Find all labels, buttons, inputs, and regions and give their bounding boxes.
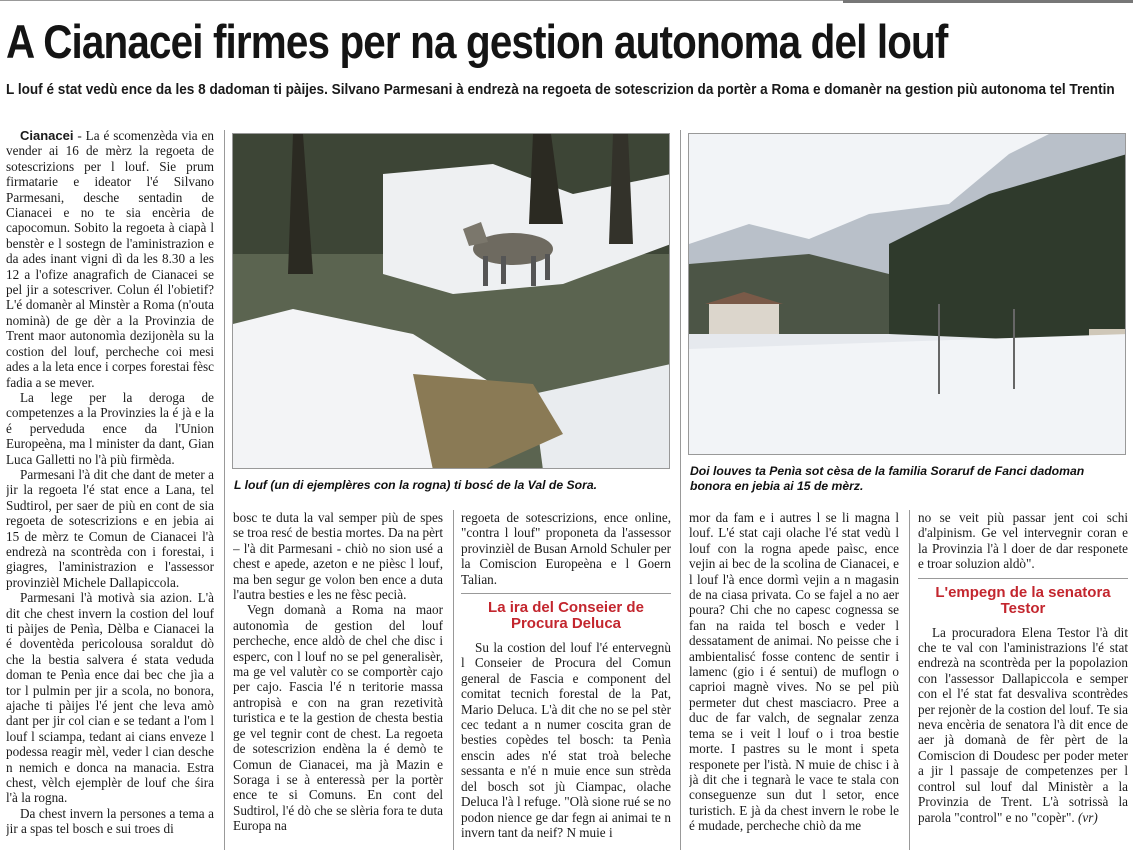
paragraph: no se veit più passar jent coi schi d'alpinism. Ge vel intervegnir coran e la Provinzia l'à l doer de dar responete e troar soluzion aldò".: [918, 510, 1128, 572]
paragraph: mor da fam e i autres l se li magna l louf. L'é stat caji olache l'é stat vedù l louf con la rogna apede paìsc, ence vejin ai bec de la scolina de Cianacei, e l louf l'à ence dormì vejin a n magasin de na ciasa privata. Co se fajel a no aer poura? Chi che no capesc cognessa se fan na raida tel bosch e veder l dessatament de animai. No peisse che i ambientalisć fosse contenc de sentir i lamenc (gio i é sentui) de muflogn o caprioi magnè vives. No se pel più permeter dut chest masciacro. Pree a duc de far valch, de segnalar zenza tema se i veit l louf o i troa bestie morte. I pastres su le mont i speta responete per l'istà. N muie de chisc i à jà dit che i tegnarà le vace te stala con conseguenze sun dut l setor, ence turistich. E jà da chest invern le robe le é mudade, percheche chiò da me: [689, 510, 899, 834]
subhead: L louf é stat vedù ence da les 8 dadoman ti pàijes. Silvano Parmesani à endrezà na regoeta de sotescrizion da portèr a Roma e domanèr na gestion più autonoma tel Trentin: [6, 81, 1115, 98]
paragraph: Parmesani l'à dit che dant de meter a jir la regoeta l'é stat ence a Lana, tel Sudtirol, per saer de più en cont de sia regoeta de sotescrizions e en jebia ai 15 de mèrz te Comun de Cianacei l'à endrezà na scontrèda con i forestai, i giagres, l'aministrazion e l'assessor provinzièl Michele Dallapiccola.: [6, 466, 214, 590]
paragraph: La procuradora Elena Testor l'à dit che te val con l'aministrazions l'é stat endrezà na scontrèda per la popolazion con l'assessor Dallapiccola e semper con el l'é stat fat desvaliva scontrèdes per rejonèr de la costion del louf. Te sia neva encèria de senatora l'à dit ence de aer jà domanà de fèr pèrt de la Comiscion di Doudesc per poder meter a jir l passaje de competenzes per l control sul louf dal Ministèr a la Provinzia de Trent. L'à sotrissà la parola "control" e no "copèr".: [918, 624, 1128, 825]
wolf-photo: [232, 133, 670, 469]
column-5: [918, 510, 1128, 850]
box-title-deluca: La ira del Conseier de Procura Deluca: [461, 593, 671, 632]
paragraph: Vegn domanà a Roma na maor autonomìa de gestion del louf percheche, ence aldò de chel che disc i esperc, con l louf no se pel generalisèr, ma ge vel valutèr co se comportèr cajo per cajo. Fascia l'é n teritorie massa antropisà e con na gran rezetività turistica e te la gestion de chesta bestia ge vel tegnir cont de chest. La regoeta de sotescrizion endèna la é demò te Comun de Cianacei, ma jà Mazin e Soraga i se à enteressà per la portèr ence te si Comuns. En cont del Sudtirol, l'é dò che se slèria fora te duta Europa na: [233, 602, 443, 834]
column-rule: [680, 130, 681, 850]
column-1: [6, 128, 214, 850]
column-2: [233, 510, 443, 850]
column-rule: [224, 130, 225, 850]
caption-valley: Doi louves ta Penìa sot cèsa de la familia Soraruf de Fanci dadoman bonora en jebia ai 15 de mèrz.: [690, 464, 1085, 493]
top-rule-thick: [843, 0, 1133, 3]
valley-photo: [688, 133, 1126, 455]
paragraph: - La é scomenzèda via en vender ai 16 de mèrz la regoeta de sotescrizions per l louf. Sie prum firmatarie e ideator l'é Silvano Parmesani, desche sentadin de Cianacei e no te sia encèria de capocomun. Sobito la regoeta à ciapà l benstèr e l sostegn de l'aministrazion e da ades inant vigni dì da les 8.30 a les 12 a l'ofize anagrafich de Cianacei se pel jir a sotescriver. Colun él l'obietif? L'é domanèr al Minstèr a Roma (n'outa nominà) de ge dèr a la Provinzia de Trent maor autonomìa dezijonèla su la costion del louf, percheche coi mesi ades a la leta ence i corpes forestai fèsc fadia a se mever.: [6, 128, 214, 390]
paragraph: Parmesani l'à motivà sia azion. L'à dit che chest invern la costion del louf ti pàijes de Penìa, Dèlba e Cianacei la é doventèda pericolousa soraldut dò che la bestia salvera é stata veduda doman te Penìa ence dai bec che jìa a tor l pulmin per jir a scola, no bonora, ajache ti pàijes l'é jent che leva amò dant per jir col cian e se tedant a l'om l louf l sciampa, tedant ai cians enveze l podessa reagir mèl, veder l cian desche n nemich e donca na manacia. Estra chest, vèlch ejemplèr de louf che śira l'à la rogna.: [6, 590, 214, 806]
column-rule: [453, 510, 454, 850]
column-4: [689, 510, 899, 850]
paragraph: Su la costion del louf l'é entervegnù l Conseier de Procura del Comun general de Fascia e component del comitat tecnich forestal de la Pat, Mario Deluca. L'à dit che no se pel stèr cec tedant a n numer coscita gran de besties copèdes tel bosch: ta Penìa enscin ades n'é stat troà beleche sessanta e n'é n muie ence sun strèda del bosch sot jù Ciampac, olache Deluca l'à l refuge. "Olà sione rué se no podon nience ge dar fegn ai animai te n invern tant da neif? N muie i: [461, 640, 671, 840]
paragraph: bosc te duta la val semper più de spes se troa resć de bestia mortes. Da na pèrt – l'à dit Parmesani - chiò no sion usé a chest e apede, azeton e ne pièsc l louf, ma ben segur ge volon ben ence a duta l'autra besties e les ne fèsc pecià.: [233, 510, 443, 603]
column-3: [461, 510, 671, 850]
column-rule: [909, 510, 910, 850]
paragraph: regoeta de sotescrizions, ence online, "contra l louf" proponeta da l'assessor provinzièl de Busan Arnold Schuler per la Comiscion Europeèna e l Goern Talian.: [461, 510, 671, 587]
caption-wolf: L louf (un di ejemplères con la rogna) ti bosć de la Val de Sora.: [234, 478, 597, 492]
box-title-testor: L'empegn de la senatora Testor: [918, 578, 1128, 617]
author-sign: (vr): [1077, 809, 1098, 825]
top-rule: [0, 0, 843, 1]
dateline: Cianacei: [20, 128, 74, 143]
paragraph: La lege per la deroga de competenzes a la Provinzies la é jà e la é perveduda ence da l'Union Europeèna, ma l minister da dant, Gian Luca Galletti no l'à più firmèda.: [6, 389, 214, 467]
paragraph: Da chest invern la persones a tema a jir a spas tel bosch e sui troes di: [6, 805, 214, 837]
headline: A Cianacei firmes per na gestion autonoma del louf: [6, 15, 948, 68]
